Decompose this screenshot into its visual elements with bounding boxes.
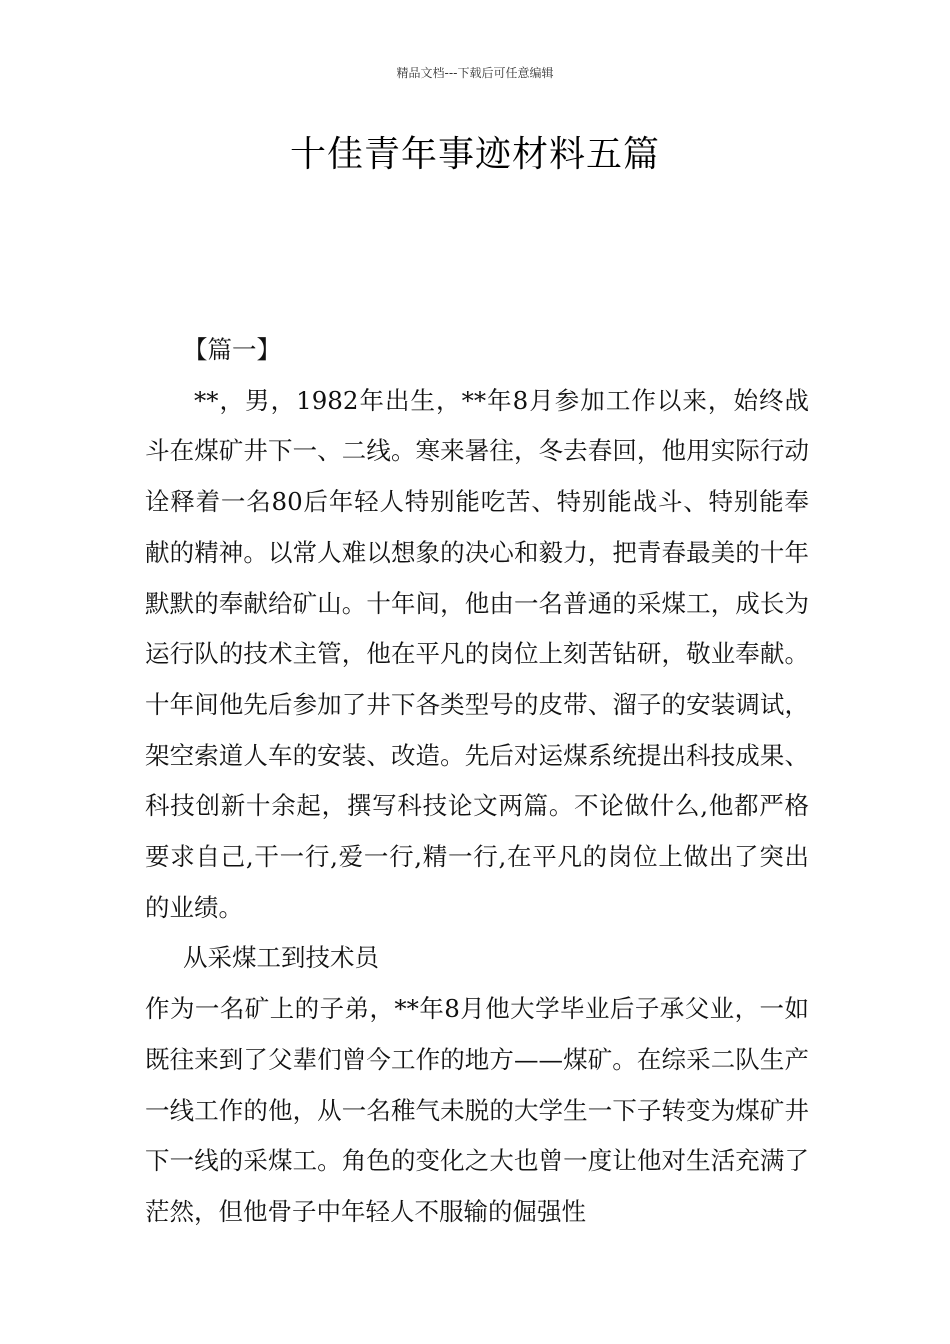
document-title: 十佳青年事迹材料五篇 (289, 134, 660, 175)
header-note: 精品文档---下载后可任意编辑 (396, 66, 554, 80)
subheading: 从采煤工到技术员 (183, 943, 379, 973)
paragraph: 作为一名矿上的子弟，**年8月他大学毕业后子承父业，一如既往来到了父辈们曾今工作的地方——煤矿。在综采二队生产一线工作的他，从一名稚气未脱的大学生一下子转变为煤矿井下一线的采煤工。角色的变化之大也曾一度让他对生活充满了茫然，但他骨子中年轻人不服输的倔强性 (145, 994, 809, 1226)
section-label: 【篇一】 (183, 335, 281, 364)
paragraph: **，男，1982年出生，**年8月参加工作以来，始终战斗在煤矿井下一、二线。寒来暑往，冬去春回，他用实际行动诠释着一名80后年轻人特别能吃苦、特别能战斗、特别能奉献的精神。以常人难以想象的决心和毅力，把青春最美的十年默默的奉献给矿山。十年间，他由一名普通的采煤工，成长为运行队的技术主管，他在平凡的岗位上刻苦钻研，敬业奉献。十年间他先后参加了井下各类型号的皮带、溜子的安装调试，架空索道人车的安装、改造。先后对运煤系统提出科技成果、科技创新十余起，撰写科技论文两篇。不论做什么,他都严格要求自己,干一行,爱一行,精一行,在平凡的岗位上做出了突出的业绩。 (145, 385, 809, 922)
document-body (145, 325, 809, 1238)
